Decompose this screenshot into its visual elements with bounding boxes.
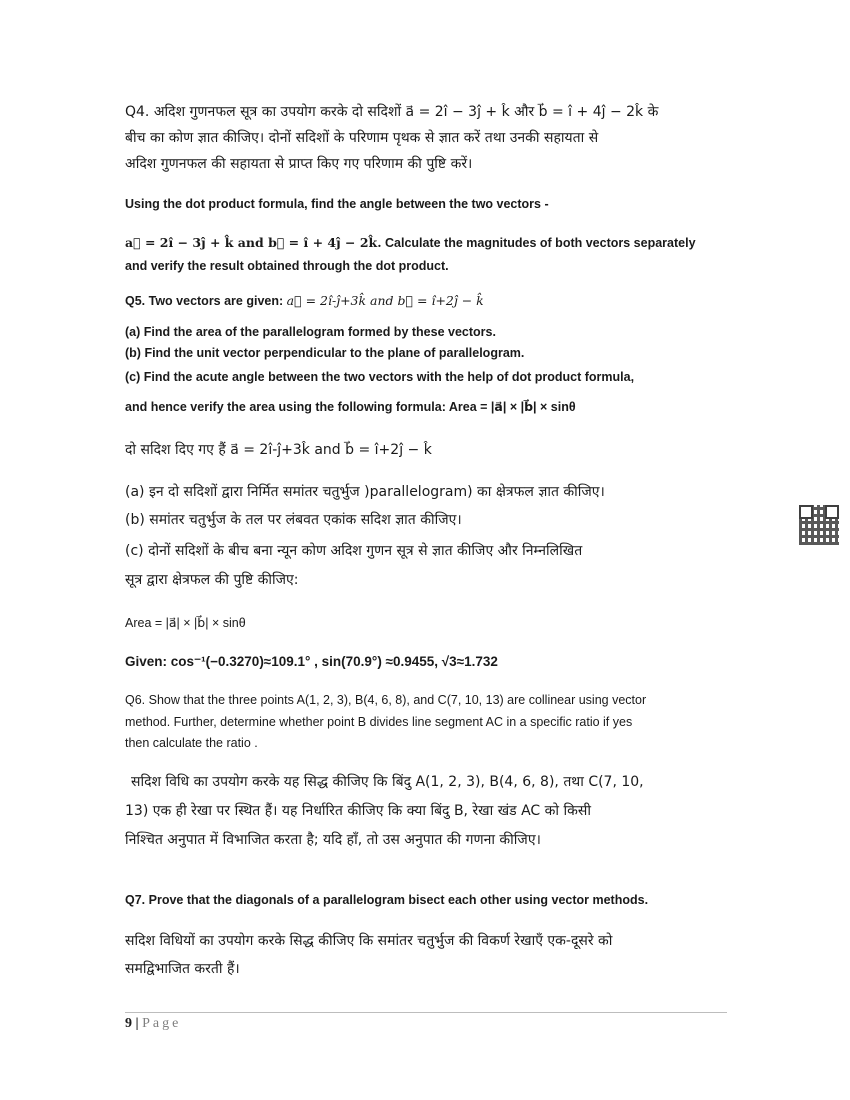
q5-intro-vectors: a⃗ = 2î-ĵ+3k̂ and b⃗ = î+2ĵ − k̂ [286, 293, 484, 308]
page-label: Page [142, 1016, 182, 1031]
q5-area-formula: Area = |a⃗| × |b⃗| × sinθ [125, 616, 246, 630]
q5-part-c-formula-line: and hence verify the area using the following formula: Area = |a⃗| × |b⃗| × sinθ [125, 400, 576, 414]
q5-hindi-part-a: (a) इन दो सदिशों द्वारा निर्मित समांतर चतुर्भुज )parallelogram) का क्षेत्रफल ज्ञात कीजिए। [125, 484, 605, 500]
q5-hindi-part-c-line-2: सूत्र द्वारा क्षेत्रफल की पुष्टि कीजिए: [125, 572, 299, 588]
q5-part-b [125, 343, 524, 364]
q5-part-a-text: Find the area of the parallelogram formed by these vectors. [140, 325, 496, 339]
q6-hindi-line-2: 13) एक ही रेखा पर स्थित हैं। यह निर्धारित कीजिए कि क्या बिंदु B, रेखा खंड AC को किसी [125, 803, 591, 819]
q4-hindi-line-3: अदिश गुणनफल की सहायता से प्राप्त किए गए परिणाम की पुष्टि करें। [125, 156, 473, 172]
q7-english-line-1: Q7. Prove that the diagonals of a parallelogram bisect each other using vector methods. [125, 893, 649, 907]
q6-hindi-line-3: निश्चित अनुपात में विभाजित करता है; यदि हाँ, तो उस अनुपात की गणना कीजिए। [125, 832, 541, 848]
q5-part-b-label: (b) [125, 346, 141, 360]
q4-english-line-2 [125, 232, 696, 254]
q5-part-c [125, 367, 634, 388]
footer-separator: | [132, 1016, 143, 1031]
footer-rule [125, 1012, 727, 1013]
q4-hindi-line-2: बीच का कोण ज्ञात कीजिए। दोनों सदिशों के परिणाम पृथक से ज्ञात करें तथा उनकी सहायता से [125, 130, 599, 146]
q5-part-c-text: Find the acute angle between the two vectors with the help of dot product formula, [140, 370, 635, 384]
q5-given-values: Given: cos⁻¹(−0.3270)≈109.1° , sin(70.9°) ≈0.9455, √3≈1.732 [125, 654, 498, 669]
q7-hindi-line-1: सदिश विधियों का उपयोग करके सिद्ध कीजिए कि समांतर चतुर्भुज की विकर्ण रेखाएँ एक-दूसरे को [125, 933, 613, 949]
q5-part-a-label: (a) [125, 325, 141, 339]
q7-hindi-line-2: समद्विभाजित करती हैं। [125, 961, 240, 977]
qr-code [799, 505, 839, 545]
q4-english-line-3: and verify the result obtained through the dot product. [125, 259, 449, 273]
q5-part-c-label: (c) [125, 370, 141, 384]
q6-english-line-2: method. Further, determine whether point B divides line segment AC in a specific ratio if yes [125, 715, 633, 729]
q6-english-line-1: Q6. Show that the three points A(1, 2, 3), B(4, 6, 8), and C(7, 10, 13) are collinear using vector [125, 693, 647, 707]
q6-english-line-3: then calculate the ratio . [125, 736, 258, 750]
page-footer [125, 1016, 181, 1032]
q5-part-a [125, 322, 496, 343]
q5-intro [125, 290, 484, 312]
q4-english-line-1: Using the dot product formula, find the angle between the two vectors - [125, 197, 549, 211]
q5-hindi-intro: दो सदिश दिए गए हैं a⃗ = 2î-ĵ+3k̂ and b⃗ = î+2ĵ − k̂ [125, 442, 432, 458]
q5-hindi-part-b: (b) समांतर चतुर्भुज के तल पर लंबवत एकांक सदिश ज्ञात कीजिए। [125, 512, 462, 528]
q4-english-instruction: Calculate the magnitudes of both vectors separately [381, 236, 696, 250]
q6-hindi-line-1: सदिश विधि का उपयोग करके यह सिद्ध कीजिए कि बिंदु A(1, 2, 3), B(4, 6, 8), तथा C(7, 10, [131, 774, 644, 790]
q5-intro-label: Q5. Two vectors are given: [125, 294, 287, 308]
q4-hindi-line-1: Q4. अदिश गुणनफल सूत्र का उपयोग करके दो सदिशों a⃗ = 2î − 3ĵ + k̂ और b⃗ = î + 4ĵ − 2k̂ के [125, 104, 659, 120]
page-number: 9 [125, 1016, 132, 1031]
q5-hindi-part-c-line-1: (c) दोनों सदिशों के बीच बना न्यून कोण अदिश गुणन सूत्र से ज्ञात कीजिए और निम्नलिखित [125, 543, 583, 559]
q5-part-b-text: Find the unit vector perpendicular to the plane of parallelogram. [140, 346, 525, 360]
q4-vectors: a⃗ = 2î − 3ĵ + k̂ and b⃗ = î + 4ĵ − 2k̂. [125, 235, 382, 250]
